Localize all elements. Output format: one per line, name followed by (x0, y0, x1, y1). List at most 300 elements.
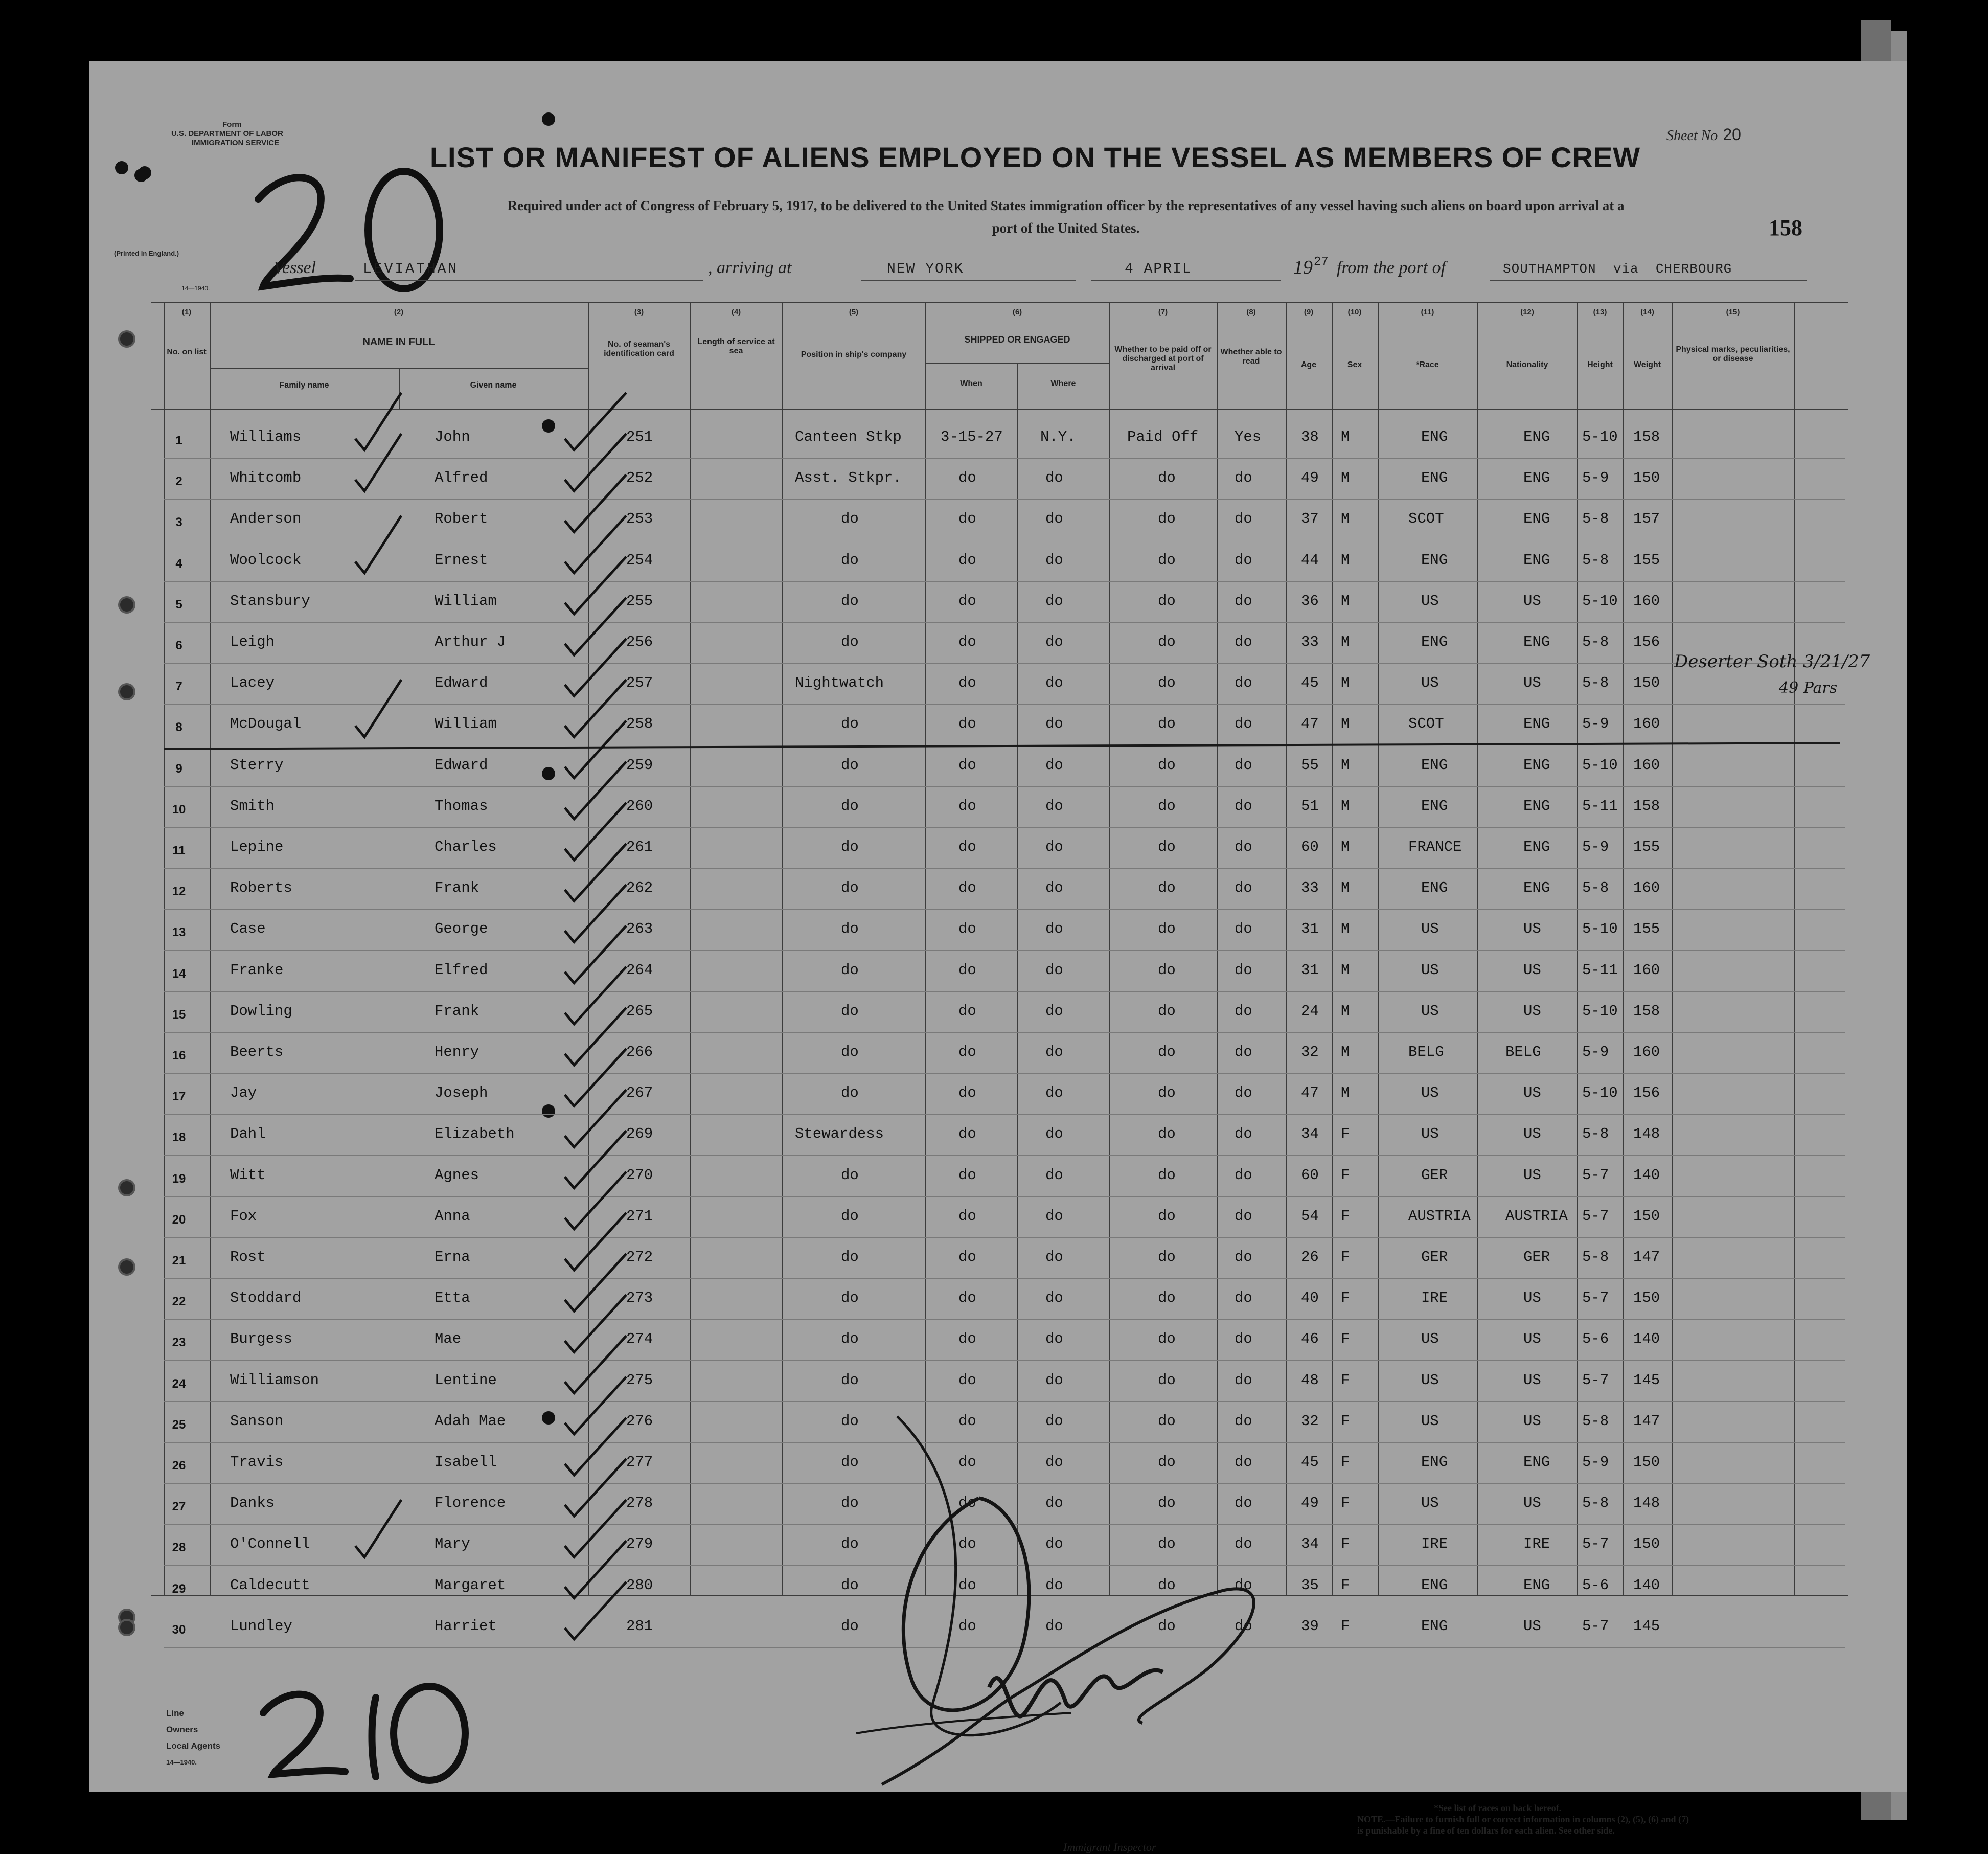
cell-height: 5-7 (1582, 1290, 1609, 1306)
footer-owners-label: Owners (166, 1725, 198, 1734)
cell-card: 251 (626, 428, 653, 445)
cell-when: do (958, 798, 976, 815)
cell-race: ENG (1421, 1618, 1448, 1635)
cell-paid: do (1158, 715, 1176, 732)
cell-no: 9 (175, 762, 182, 776)
cell-weight: 160 (1633, 593, 1660, 609)
cell-sex: M (1341, 839, 1350, 855)
cell-nat: US (1523, 962, 1541, 979)
cell-when: do (958, 674, 976, 691)
cell-race: AUSTRIA (1408, 1208, 1471, 1225)
cell-paid: do (1158, 1372, 1176, 1389)
card-check-mark (565, 1418, 626, 1475)
name-check-mark (355, 680, 401, 737)
header-no-on-list: No. on list (167, 348, 207, 356)
cell-sex: M (1341, 552, 1350, 569)
cell-age: 47 (1301, 1084, 1319, 1101)
cell-sex: F (1341, 1454, 1350, 1471)
cell-family: Lundley (230, 1618, 292, 1635)
cell-where: do (1045, 1330, 1063, 1347)
cell-read: do (1235, 552, 1252, 569)
col-number: (6) (1012, 308, 1022, 316)
cell-nat: US (1523, 1372, 1541, 1389)
cell-card: 280 (626, 1577, 653, 1594)
cell-nat: GER (1523, 1249, 1550, 1265)
cell-paid: do (1158, 1535, 1176, 1552)
cell-when: 3-15-27 (941, 428, 1003, 445)
cell-where: do (1045, 510, 1063, 527)
cell-age: 24 (1301, 1003, 1319, 1020)
cell-height: 5-8 (1582, 634, 1609, 650)
cell-height: 5-11 (1582, 962, 1618, 979)
cell-sex: M (1341, 1084, 1350, 1101)
cell-family: Roberts (230, 879, 292, 896)
cell-height: 5-8 (1582, 510, 1609, 527)
card-check-mark (565, 1500, 626, 1557)
col-number: (7) (1158, 308, 1168, 316)
header-given-name: Given name (470, 381, 517, 390)
cell-sex: F (1341, 1413, 1350, 1430)
cell-paid: do (1158, 798, 1176, 815)
cell-card: 275 (626, 1372, 653, 1389)
cell-when: do (958, 1290, 976, 1306)
cell-paid: do (1158, 593, 1176, 609)
cell-family: Beerts (230, 1044, 284, 1060)
cell-race: ENG (1421, 469, 1448, 486)
card-check-mark (565, 1582, 626, 1639)
cell-read: do (1235, 1413, 1252, 1430)
header-height: Height (1587, 360, 1613, 369)
cell-read: do (1235, 1577, 1252, 1594)
cell-when: do (958, 1330, 976, 1347)
cell-position: do (841, 593, 859, 609)
cell-sex: F (1341, 1618, 1350, 1635)
cell-nat: US (1523, 1413, 1541, 1430)
cell-where: do (1045, 879, 1063, 896)
cell-family: Sanson (230, 1413, 284, 1430)
cell-read: do (1235, 634, 1252, 650)
cell-card: 273 (626, 1290, 653, 1306)
cell-no: 12 (172, 885, 186, 898)
cell-nat: ENG (1523, 757, 1550, 774)
cell-age: 46 (1301, 1330, 1319, 1347)
cell-race: ENG (1421, 879, 1448, 896)
cell-age: 33 (1301, 634, 1319, 650)
cell-sex: F (1341, 1125, 1350, 1142)
cell-nat: US (1523, 1167, 1541, 1184)
handwritten-footer-number (253, 1667, 519, 1784)
footer-agents-label: Local Agents (166, 1741, 221, 1751)
col-number: (3) (634, 308, 644, 316)
cell-position: Canteen Stkp (795, 428, 902, 445)
cell-sex: M (1341, 1044, 1350, 1060)
cell-age: 54 (1301, 1208, 1319, 1225)
footnote-note: NOTE.—Failure to furnish full or correct information in columns (2), (5), (6) and (7) (1357, 1814, 1689, 1824)
cell-age: 38 (1301, 428, 1319, 445)
cell-card: 269 (626, 1125, 653, 1142)
cell-weight: 145 (1633, 1618, 1660, 1635)
cell-given: William (435, 715, 497, 732)
cell-nat: US (1523, 1290, 1541, 1306)
name-check-mark (355, 516, 401, 573)
subtitle-line-2: port of the United States. (992, 220, 1140, 236)
cell-race: ENG (1421, 1454, 1448, 1471)
cell-family: Sterry (230, 757, 284, 774)
cell-when: do (958, 757, 976, 774)
cell-given: Isabell (435, 1454, 497, 1471)
cell-height: 5-9 (1582, 715, 1609, 732)
cell-no: 25 (172, 1418, 186, 1432)
cell-age: 60 (1301, 1167, 1319, 1184)
cell-height: 5-10 (1582, 757, 1618, 774)
cell-card: 259 (626, 757, 653, 774)
cell-where: do (1045, 920, 1063, 937)
cell-where: do (1045, 1003, 1063, 1020)
cell-where: do (1045, 1535, 1063, 1552)
cell-family: Williams (230, 428, 302, 445)
cell-card: 281 (626, 1618, 653, 1635)
cell-card: 265 (626, 1003, 653, 1020)
footer-labels (166, 1705, 220, 1771)
cell-given: Anna (435, 1208, 470, 1225)
cell-paid: do (1158, 674, 1176, 691)
cell-read: do (1235, 1084, 1252, 1101)
cell-nat: US (1523, 1003, 1541, 1020)
col-number: (10) (1347, 308, 1362, 316)
cell-nat: US (1523, 1125, 1541, 1142)
cell-where: do (1045, 1577, 1063, 1594)
name-check-mark (355, 393, 401, 450)
cell-position: do (841, 1084, 859, 1101)
cell-height: 5-10 (1582, 920, 1618, 937)
service-label: IMMIGRATION SERVICE (192, 139, 280, 147)
cell-when: do (958, 715, 976, 732)
cell-sex: M (1341, 674, 1350, 691)
cell-position: do (841, 1044, 859, 1060)
cell-family: Leigh (230, 634, 275, 650)
cell-where: do (1045, 1454, 1063, 1471)
cell-race: IRE (1421, 1535, 1448, 1552)
cell-race: FRANCE (1408, 839, 1462, 855)
card-check-mark (565, 1336, 626, 1393)
cell-age: 34 (1301, 1535, 1319, 1552)
cell-no: 13 (172, 925, 186, 939)
cell-where: do (1045, 798, 1063, 815)
col-number: (12) (1520, 308, 1534, 316)
cell-race: US (1421, 593, 1439, 609)
cell-weight: 160 (1633, 757, 1660, 774)
header-age: Age (1300, 360, 1317, 369)
cell-race: US (1421, 1003, 1439, 1020)
cell-card: 274 (626, 1330, 653, 1347)
cell-family: Stoddard (230, 1290, 302, 1306)
cell-card: 261 (626, 839, 653, 855)
cell-age: 48 (1301, 1372, 1319, 1389)
cell-position: do (841, 1413, 859, 1430)
header-paid-off: Whether to be paid off or discharged at port of arrival (1114, 345, 1212, 372)
cell-given: Edward (435, 674, 488, 691)
cell-card: 263 (626, 920, 653, 937)
cell-when: do (958, 1618, 976, 1635)
cell-weight: 148 (1633, 1125, 1660, 1142)
sheet-label: Sheet No (1666, 128, 1718, 144)
cell-race: US (1421, 674, 1439, 691)
card-check-mark (565, 393, 626, 450)
cell-weight: 158 (1633, 798, 1660, 815)
cell-read: do (1235, 593, 1252, 609)
cell-height: 5-9 (1582, 1454, 1609, 1471)
cell-paid: do (1158, 510, 1176, 527)
card-check-mark (565, 1008, 626, 1065)
cell-family: Travis (230, 1454, 284, 1471)
cell-weight: 150 (1633, 674, 1660, 691)
arrival-port: NEW YORK (887, 261, 964, 277)
cell-position: Nightwatch (795, 674, 884, 691)
cell-position: do (841, 1003, 859, 1020)
cell-weight: 155 (1633, 920, 1660, 937)
cell-position: do (841, 1330, 859, 1347)
col-number: (5) (849, 308, 859, 316)
cell-position: do (841, 1618, 859, 1635)
cell-when: do (958, 1577, 976, 1594)
cell-nat: US (1523, 920, 1541, 937)
cell-no: 3 (175, 515, 182, 529)
cell-read: do (1235, 798, 1252, 815)
cell-weight: 160 (1633, 879, 1660, 896)
cell-sex: M (1341, 962, 1350, 979)
cell-race: US (1421, 962, 1439, 979)
header-where: Where (1050, 379, 1076, 388)
cell-age: 37 (1301, 510, 1319, 527)
cell-when: do (958, 1003, 976, 1020)
cell-given: George (435, 920, 488, 937)
subtitle-line-1: Required under act of Congress of February 5, 1917, to be delivered to the United States immigration officer by the representatives of any vessel having such aliens on board upon arrival at a (507, 198, 1625, 213)
card-check-mark (565, 598, 626, 655)
form-number: 14—1940. (181, 285, 210, 292)
cell-paid: do (1158, 634, 1176, 650)
cell-card: 266 (626, 1044, 653, 1060)
cell-given: Frank (435, 1003, 479, 1020)
header-physical: Physical marks, peculiarities, or disease (1676, 345, 1790, 363)
cell-weight: 148 (1633, 1495, 1660, 1511)
cell-read: do (1235, 1044, 1252, 1060)
cell-paid: do (1158, 1208, 1176, 1225)
header-shipped: SHIPPED OR ENGAGED (964, 334, 1070, 345)
cell-when: do (958, 593, 976, 609)
cell-family: Whitcomb (230, 469, 302, 486)
department-label: U.S. DEPARTMENT OF LABOR (171, 129, 283, 138)
cell-race: US (1421, 1330, 1439, 1347)
cell-weight: 160 (1633, 962, 1660, 979)
cell-nat: ENG (1523, 510, 1550, 527)
cell-nat: ENG (1523, 879, 1550, 896)
cell-read: do (1235, 1003, 1252, 1020)
cell-where: do (1045, 715, 1063, 732)
footnote (1357, 1802, 1868, 1836)
cell-no: 11 (172, 844, 186, 857)
cell-age: 45 (1301, 674, 1319, 691)
col-number: (1) (181, 308, 192, 316)
cell-age: 31 (1301, 962, 1319, 979)
cell-card: 255 (626, 593, 653, 609)
header-sex: Sex (1347, 360, 1362, 369)
cell-position: do (841, 839, 859, 855)
cell-race: ENG (1421, 757, 1448, 774)
cell-where: do (1045, 1495, 1063, 1511)
cell-read: do (1235, 1290, 1252, 1306)
cell-given: John (435, 428, 470, 445)
cell-given: Elizabeth (435, 1125, 515, 1142)
cell-when: do (958, 1454, 976, 1471)
cell-position: do (841, 1208, 859, 1225)
cell-race: US (1421, 1495, 1439, 1511)
cell-position: do (841, 1535, 859, 1552)
cell-paid: do (1158, 920, 1176, 937)
cell-read: do (1235, 1125, 1252, 1142)
card-check-mark (565, 721, 626, 778)
cell-where: do (1045, 634, 1063, 650)
cell-no: 15 (172, 1008, 186, 1022)
cell-card: 277 (626, 1454, 653, 1471)
card-check-mark (565, 434, 626, 491)
cell-paid: do (1158, 1044, 1176, 1060)
footnote-fine: is punishable by a fine of ten dollars for each alien. See other side. (1357, 1825, 1615, 1836)
cell-sex: M (1341, 879, 1350, 896)
cell-no: 4 (175, 557, 182, 571)
cell-height: 5-8 (1582, 1249, 1609, 1265)
cell-nat: IRE (1523, 1535, 1550, 1552)
cell-age: 34 (1301, 1125, 1319, 1142)
cell-no: 23 (172, 1336, 186, 1349)
cell-position: do (841, 715, 859, 732)
cell-weight: 140 (1633, 1577, 1660, 1594)
cell-weight: 150 (1633, 1454, 1660, 1471)
cell-paid: do (1158, 1167, 1176, 1184)
cell-card: 262 (626, 879, 653, 896)
cell-given: Erna (435, 1249, 470, 1265)
cell-given: Mae (435, 1330, 462, 1347)
cell-position: do (841, 1290, 859, 1306)
cell-height: 5-8 (1582, 879, 1609, 896)
cell-given: Harriet (435, 1618, 497, 1635)
cell-given: Ernest (435, 552, 488, 569)
cell-when: do (958, 1535, 976, 1552)
cell-nat: US (1523, 1330, 1541, 1347)
cell-race: SCOT (1408, 715, 1444, 732)
cell-height: 5-8 (1582, 1125, 1609, 1142)
cell-given: Henry (435, 1044, 479, 1060)
cell-height: 5-9 (1582, 469, 1609, 486)
cell-family: Danks (230, 1495, 275, 1511)
card-check-mark (565, 967, 626, 1024)
header-length-service: Length of service at sea (697, 337, 775, 355)
cell-weight: 156 (1633, 634, 1660, 650)
annotation-line-1: Deserter Soth 3/21/27 (1674, 651, 1870, 672)
header-when: When (960, 379, 982, 388)
cell-when: do (958, 1208, 976, 1225)
cell-paid: do (1158, 1330, 1176, 1347)
cell-position: Stewardess (795, 1125, 884, 1142)
cell-age: 60 (1301, 839, 1319, 855)
cell-paid: do (1158, 1495, 1176, 1511)
cell-read: do (1235, 962, 1252, 979)
cell-position: do (841, 920, 859, 937)
from-port-label: from the port of (1337, 258, 1446, 277)
cell-sex: M (1341, 757, 1350, 774)
cell-read: do (1235, 1618, 1252, 1635)
cell-nat: US (1523, 593, 1541, 609)
sheet-value: 20 (1723, 125, 1741, 144)
cell-age: 45 (1301, 1454, 1319, 1471)
cell-card: 271 (626, 1208, 653, 1225)
cell-position: do (841, 1495, 859, 1511)
cell-no: 28 (172, 1541, 186, 1554)
cell-position: do (841, 757, 859, 774)
card-check-mark (565, 680, 626, 737)
cell-height: 5-7 (1582, 1208, 1609, 1225)
cell-weight: 147 (1633, 1413, 1660, 1430)
cell-height: 5-11 (1582, 798, 1618, 815)
cell-position: do (841, 798, 859, 815)
cell-family: Stansbury (230, 593, 310, 609)
cell-when: do (958, 1413, 976, 1430)
cell-given: Alfred (435, 469, 488, 486)
cell-given: Edward (435, 757, 488, 774)
cell-age: 36 (1301, 593, 1319, 609)
cell-paid: do (1158, 839, 1176, 855)
card-check-mark (565, 844, 626, 901)
cell-race: SCOT (1408, 510, 1444, 527)
cell-position: do (841, 634, 859, 650)
cell-read: do (1235, 1330, 1252, 1347)
cell-race: GER (1421, 1167, 1448, 1184)
cell-age: 51 (1301, 798, 1319, 815)
col-number: (2) (394, 308, 404, 316)
cell-age: 31 (1301, 920, 1319, 937)
cell-nat: ENG (1523, 469, 1550, 486)
cell-when: do (958, 920, 976, 937)
year-suffix: 27 (1314, 255, 1329, 269)
cell-race: US (1421, 1413, 1439, 1430)
cell-where: do (1045, 1084, 1063, 1101)
cell-read: do (1235, 1454, 1252, 1471)
cell-age: 33 (1301, 879, 1319, 896)
cell-where: do (1045, 1125, 1063, 1142)
cell-where: do (1045, 1249, 1063, 1265)
card-check-mark (565, 1377, 626, 1434)
cell-paid: do (1158, 757, 1176, 774)
cell-when: do (958, 879, 976, 896)
cell-read: do (1235, 879, 1252, 896)
cell-nat: ENG (1523, 1454, 1550, 1471)
cell-position: do (841, 552, 859, 569)
vessel-name: LEVIATHAN (363, 261, 459, 277)
cell-sex: F (1341, 1535, 1350, 1552)
cell-read: do (1235, 1372, 1252, 1389)
cell-age: 32 (1301, 1044, 1319, 1060)
cell-sex: F (1341, 1577, 1350, 1594)
cell-sex: M (1341, 798, 1350, 815)
cell-position: do (841, 879, 859, 896)
cell-no: 10 (172, 803, 186, 817)
cell-nat: US (1523, 1084, 1541, 1101)
cell-no: 20 (172, 1213, 186, 1227)
cell-weight: 150 (1633, 1208, 1660, 1225)
cell-paid: do (1158, 1003, 1176, 1020)
cell-card: 278 (626, 1495, 653, 1511)
cell-sex: F (1341, 1330, 1350, 1347)
cell-nat: ENG (1523, 1577, 1550, 1594)
